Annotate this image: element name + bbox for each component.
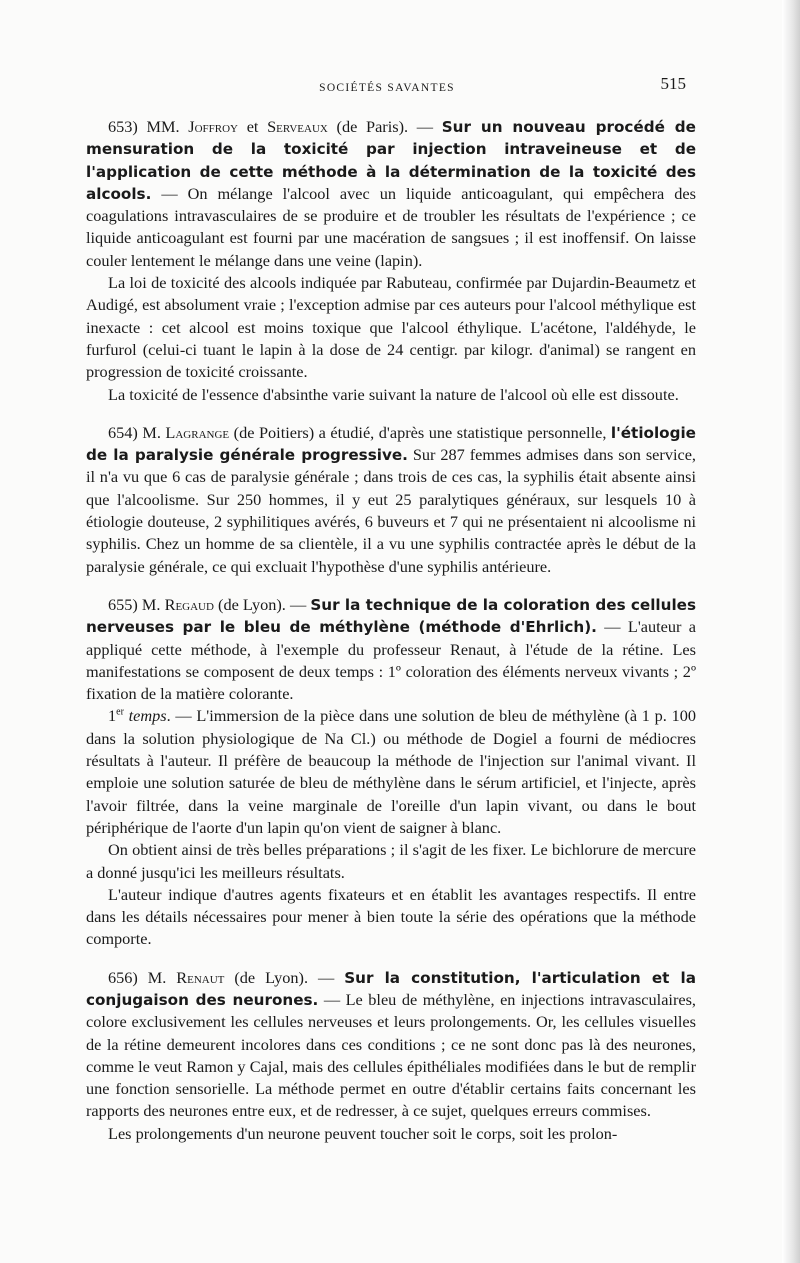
page-header	[88, 74, 686, 98]
temps-word: temps	[128, 706, 167, 726]
entry-title: Sur un nouveau procédé de mensuration de la toxicité par injection intraveineuse et de l'application de cette méthode à la détermination de la toxicité des alcools.	[86, 118, 696, 203]
author-location: (de Paris). —	[327, 117, 442, 136]
entry-text: — On mélange l'alcool avec un liquide anticoagulant, qui empêchera des coagulations intravasculaires de se produire et de troubler les résultats de l'expérience ; ce liquide anticoagulant est fourni par une macération de sangsues ; il est inoffensif. On laisse couler lentement le mélange dans une veine (lapin).	[86, 183, 696, 270]
page-number: 515	[660, 74, 686, 93]
author-name: Regaud	[164, 594, 214, 614]
entry-655	[86, 594, 696, 705]
entry-number: 653) MM.	[108, 117, 180, 136]
entry-number: 654) M.	[108, 422, 161, 442]
paragraph	[86, 705, 696, 839]
entry-title: Sur la technique de la coloration des cellules nerveuses par le bleu de méthylène (méthode d'Ehrlich).	[86, 595, 696, 637]
entry-654	[86, 422, 696, 578]
author-location: (de Lyon). —	[224, 967, 345, 987]
temps-number: 1	[108, 706, 117, 726]
temps-superscript: er	[116, 707, 124, 718]
temps-text: . — L'immersion de la pièce dans une solution de bleu de méthylène (à 1 p. 100 dans la solution physiologique de Na Cl.) ou méthode de Dogiel a fourni de médiocres résultats à l'auteur. Il préfère de beaucoup la méthode de l'injection sur l'animal vivant. Il emploie une solution saturée de bleu de méthylène dans le sérum artificiel, et l'injecte, après l'avoir filtrée, dans la veine marginale de l'oreille d'un lapin vivant, ou dans le bout périphérique de l'aorte d'un lapin qu'on vient de saigner à blanc.	[86, 706, 696, 837]
body-text	[86, 116, 696, 1145]
entry-number: 656) M.	[108, 967, 167, 987]
author-location: (de Poitiers) a étudié, d'après une statistique personnelle,	[229, 422, 611, 442]
author-location: (de Lyon). —	[213, 594, 311, 614]
entry-title: l'étiologie de la paralysie générale progressive.	[86, 423, 696, 465]
author-name: Serveaux	[267, 117, 328, 136]
entry-text: Sur 287 femmes admises dans son service, il n'a vu que 6 cas de paralysie générale ; dans trois de ces cas, la syphilis était absente ainsi que l'alcoolisme. Sur 250 hommes, il y eut 25 paralytiques généraux, sur lesquels 10 à étiologie douteuse, 2 syphilitiques avérés, 6 buveurs et 7 qui ne présentaient ni alcoolisme ni syphilis. Chez un homme de sa clientèle, il a vu une syphilis contractée après le début de la paralysie générale, ce qui excluait l'hypothèse d'une syphilis antérieure.	[86, 445, 697, 576]
entry-text: — L'auteur a appliqué cette méthode, à l'exemple du professeur Renaut, à l'étude de la rétine. Les manifestations se composent de deux temps : 1º coloration des éléments nerveux vivants ; 2º fixation de la matière colorante.	[86, 617, 696, 704]
paragraph: L'auteur indique d'autres agents fixateurs et en établit les avantages respectifs. Il entre dans les détails nécessaires pour mener à bien toute la série des opérations que la méthode comporte.	[86, 884, 696, 949]
paragraph: La loi de toxicité des alcools indiquée par Rabuteau, confirmée par Dujardin-Beaumetz et Audigé, est absolument vraie ; l'exception admise par ces auteurs pour l'alcool méthylique est inexacte : cet alcool est moins toxique que l'alcool éthylique. L'acétone, l'aldéhyde, le furfurol (celui-ci tuant le lapin à la dose de 24 centigr. par kilogr. d'animal) se rangent en progression de toxicité croissante.	[86, 273, 696, 382]
author-name: Joffroy	[188, 117, 238, 136]
page-edge-shadow	[782, 0, 800, 1263]
paragraph: Les prolongements d'un neurone peuvent toucher soit le corps, soit les prolon-	[108, 1123, 618, 1143]
author-name: Renaut	[176, 967, 225, 987]
entry-656	[86, 967, 696, 1123]
entry-text: — Le bleu de méthylène, en injections intravasculaires, colore exclusivement les cellules nerveuses et leurs prolongements. Or, les cellules visuelles de la rétine demeurent incolores dans ces conditions ; ce ne sont donc pas là des neurones, comme le veut Ramon y Cajal, mais des cellules épithéliales modifiées dans le but de remplir une fonction sensorielle. La méthode permet en outre d'établir certains faits concernant les rapports des neurones entre eux, et de redresser, à ce sujet, quelques erreurs commises.	[86, 989, 697, 1121]
running-head: SOCIÉTÉS SAVANTES	[319, 82, 455, 94]
author-name: Lagrange	[165, 422, 230, 442]
author-conjunction: et	[238, 117, 268, 136]
entry-title: Sur la constitution, l'articulation et la conjugaison des neurones.	[86, 968, 697, 1009]
entry-number: 655) M.	[108, 594, 161, 614]
paragraph: On obtient ainsi de très belles préparations ; il s'agit de les fixer. Le bichlorure de mercure a donné jusqu'ici les meilleurs résultats.	[86, 840, 696, 882]
entry-653	[86, 116, 696, 272]
paragraph: La toxicité de l'essence d'absinthe varie suivant la nature de l'alcool où elle est dissoute.	[108, 384, 679, 404]
